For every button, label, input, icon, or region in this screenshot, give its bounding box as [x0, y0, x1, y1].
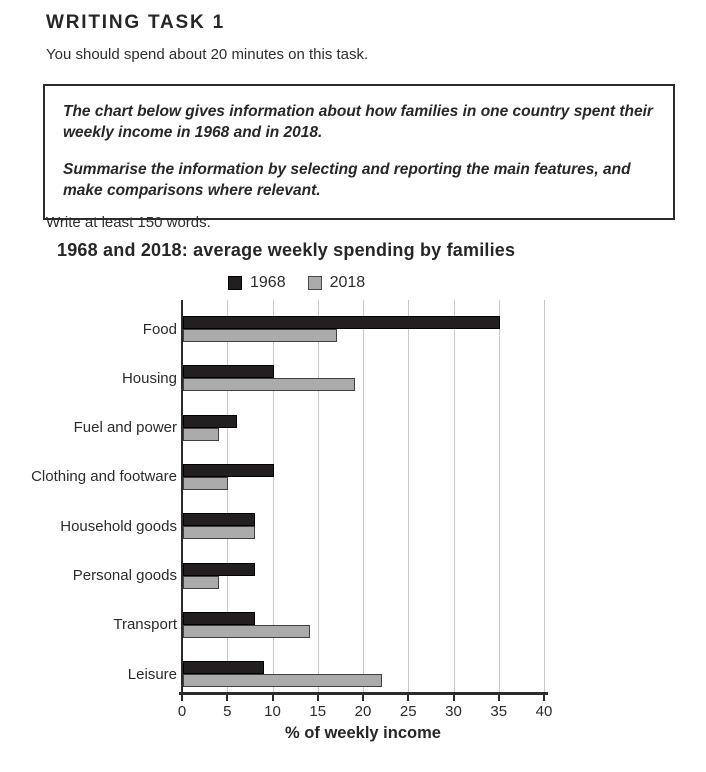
task-prompt-box	[43, 84, 675, 220]
category-label-personal-goods: Personal goods	[72, 567, 177, 584]
gridline-35	[499, 300, 500, 692]
x-tick-40	[543, 695, 545, 701]
x-tick-20	[362, 695, 364, 701]
category-label-household-goods: Household goods	[60, 517, 177, 535]
prompt-paragraph-1: The chart below gives information about how families in one country spent their weekly income in 1968 and in 2018.	[63, 103, 653, 142]
x-tick-15	[317, 695, 319, 701]
x-tick-label-35: 35	[490, 703, 508, 720]
page-title: WRITING TASK 1	[46, 12, 225, 33]
x-tick-label-10: 10	[264, 703, 281, 720]
gridline-30	[454, 300, 455, 692]
category-label-housing: Housing	[121, 369, 177, 387]
x-tick-label-20: 20	[354, 703, 372, 720]
x-tick-10	[272, 695, 274, 701]
x-tick-label-0: 0	[177, 703, 187, 720]
bar-1968-personal-goods	[183, 563, 255, 576]
bar-1968-fuel-and-power	[183, 415, 237, 428]
bar-2018-household-goods	[183, 526, 255, 539]
prompt-paragraph-2: Summarise the information by selecting and reporting the main features, and make comparisons where relevant.	[63, 160, 631, 200]
x-tick-25	[407, 695, 409, 701]
category-label-clothing-and-footware: Clothing and footware	[31, 468, 177, 486]
x-tick-0	[181, 695, 183, 701]
gridline-40	[544, 300, 545, 692]
gridline-25	[408, 300, 409, 692]
bar-2018-leisure	[183, 674, 382, 687]
x-tick-35	[498, 695, 500, 701]
category-label-transport: Transport	[113, 616, 177, 634]
x-tick-5	[226, 695, 228, 701]
x-tick-30	[453, 695, 455, 701]
chart-title: 1968 and 2018: average weekly spending by families	[57, 240, 516, 260]
chart-legend	[228, 274, 365, 292]
word-count-note: Write at least 150 words.	[46, 214, 211, 231]
category-label-fuel-and-power: Fuel and power	[73, 419, 177, 437]
x-tick-label-40: 40	[535, 703, 553, 720]
bar-chart	[0, 238, 706, 772]
category-label-leisure: Leisure	[127, 665, 177, 683]
bar-2018-personal-goods	[183, 576, 219, 589]
bar-1968-food	[183, 316, 500, 329]
gridline-20	[363, 300, 364, 692]
bar-2018-housing	[183, 378, 355, 391]
gridline-15	[318, 300, 319, 692]
x-axis-title: % of weekly income	[285, 724, 441, 742]
bar-2018-transport	[183, 625, 310, 638]
bar-1968-leisure	[183, 661, 264, 674]
bar-1968-clothing-and-footware	[183, 464, 274, 477]
category-label-food: Food	[142, 320, 177, 338]
bar-2018-food	[183, 329, 337, 342]
bar-2018-fuel-and-power	[183, 428, 219, 441]
x-tick-label-5: 5	[223, 703, 232, 720]
bar-2018-clothing-and-footware	[183, 477, 228, 490]
x-tick-label-30: 30	[445, 703, 462, 720]
legend-label-1968: 1968	[250, 274, 286, 291]
x-tick-label-25: 25	[399, 703, 417, 720]
x-tick-label-15: 15	[309, 703, 327, 720]
bar-1968-transport	[183, 612, 255, 625]
legend-swatch-2018-icon	[308, 276, 322, 290]
legend-label-2018: 2018	[329, 274, 366, 291]
legend-item-2018	[308, 274, 366, 292]
legend-item-1968	[228, 274, 286, 292]
time-instruction: You should spend about 20 minutes on this task.	[46, 46, 369, 63]
bar-1968-household-goods	[183, 513, 255, 526]
legend-swatch-1968-icon	[228, 276, 242, 290]
bar-1968-housing	[183, 365, 274, 378]
